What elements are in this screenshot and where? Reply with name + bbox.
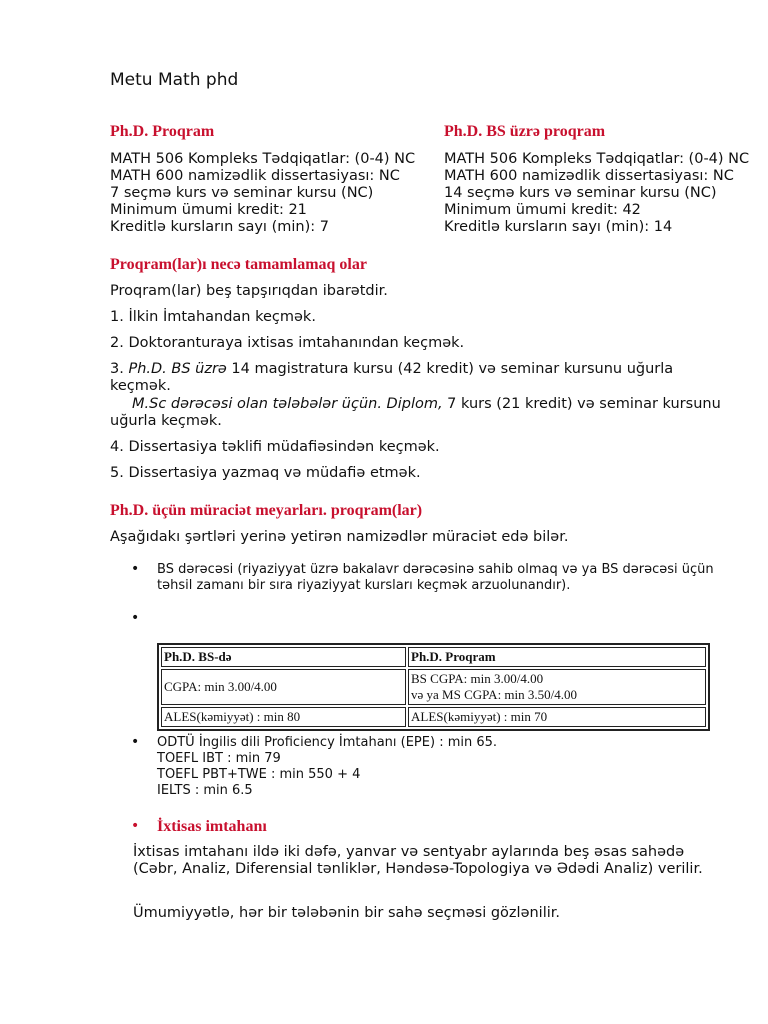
bs-program-line: Minimum ümumi kredit: 42: [444, 202, 641, 218]
table-cell-line: BS CGPA: min 3.00/4.00: [411, 671, 544, 686]
language-line: ODTÜ İngilis dili Proficiency İmtahanı (EPE) : min 65.: [157, 735, 498, 750]
step-3-alt-text: 7 kurs (21 kredit) və seminar kursunu uğurla keçmək.: [110, 396, 721, 429]
bs-program-details: [444, 151, 749, 236]
table-header-bs: Ph.D. BS-də: [161, 647, 406, 667]
language-line: TOEFL IBT : min 79: [157, 751, 281, 766]
bs-program-heading: Ph.D. BS üzrə proqram: [444, 123, 606, 140]
table-cell: ALES(kəmiyyət) : min 70: [408, 707, 706, 727]
completion-heading: Proqram(lar)ı necə tamamlamaq olar: [110, 256, 367, 273]
step-3-alt: [110, 396, 730, 430]
table-row: [161, 647, 706, 667]
exam-description: İxtisas imtahanı ildə iki dəfə, yanvar və sentyabr aylarında beş əsas sahədə (Cəbr, Analiz, Diferensial tənliklər, Həndəsə-Topologiya və Ədədi Analiz) verilir.: [133, 844, 703, 877]
bullet-dot: •: [131, 610, 140, 626]
step-3-italic: Ph.D. BS üzrə: [128, 361, 227, 377]
bs-program-line: MATH 506 Kompleks Tədqiqatlar: (0-4) NC: [444, 151, 750, 167]
step-5: 5. Dissertasiya yazmaq və müdafiə etmək.: [110, 465, 421, 481]
bullet-dot: •: [131, 561, 140, 577]
step-1: 1. İlkin İmtahandan keçmək.: [110, 309, 316, 325]
table-header-program: Ph.D. Proqram: [408, 647, 706, 667]
bs-program-line: MATH 600 namizədlik dissertasiyası: NC: [444, 168, 734, 184]
table-cell: CGPA: min 3.00/4.00: [161, 669, 406, 705]
program-line: Kreditlə kursların sayı (min): 7: [110, 219, 329, 235]
language-line: TOEFL PBT+TWE : min 550 + 4: [157, 767, 361, 782]
language-line: IELTS : min 6.5: [157, 783, 253, 798]
table-cell-line: və ya MS CGPA: min 3.50/4.00: [411, 687, 578, 702]
table-cell: [408, 669, 706, 705]
program-line: MATH 600 namizədlik dissertasiyası: NC: [110, 168, 400, 184]
bs-program-line: 14 seçmə kurs və seminar kursu (NC): [444, 185, 717, 201]
step-3: [110, 361, 730, 395]
completion-intro: Proqram(lar) beş tapşırıqdan ibarətdir.: [110, 283, 388, 299]
program-line: Minimum ümumi kredit: 21: [110, 202, 307, 218]
step-2: 2. Doktoranturaya ixtisas imtahanından keçmək.: [110, 335, 465, 351]
bs-program-line: Kreditlə kursların sayı (min): 14: [444, 219, 673, 235]
program-line: 7 seçmə kurs və seminar kursu (NC): [110, 185, 374, 201]
bullet-dot: •: [131, 734, 140, 750]
table-row: [161, 707, 706, 727]
step-3-alt-italic: M.Sc dərəcəsi olan tələbələr üçün. Diplom,: [132, 396, 443, 412]
program-heading: Ph.D. Proqram: [110, 123, 215, 140]
step-3-text: 14 magistratura kursu (42 kredit) və seminar kursunu uğurla keçmək.: [110, 361, 674, 394]
language-requirements: [157, 735, 497, 799]
bullet-dot: •: [131, 818, 140, 834]
criteria-heading: Ph.D. üçün müraciət meyarları. proqram(lar): [110, 502, 423, 519]
table-row: [161, 669, 706, 705]
criteria-bs-degree: BS dərəcəsi (riyaziyyat üzrə bakalavr dərəcəsinə sahib olmaq və ya BS dərəcəsi üçün təhsil zamanı bir sıra riyaziyyat kursları keçmək arzuolunandır).: [157, 562, 714, 593]
requirements-table: [157, 643, 710, 731]
step-3-number: 3.: [110, 361, 129, 377]
program-line: MATH 506 Kompleks Tədqiqatlar: (0-4) NC: [110, 151, 416, 167]
exam-heading: İxtisas imtahanı: [157, 818, 267, 835]
table-cell: ALES(kəmiyyət) : min 80: [161, 707, 406, 727]
step-4: 4. Dissertasiya təklifi müdafiəsindən keçmək.: [110, 439, 440, 455]
program-details: [110, 151, 415, 236]
document-title: Metu Math phd: [110, 70, 239, 90]
criteria-intro: Aşağıdakı şərtləri yerinə yetirən namizədlər müraciət edə bilər.: [110, 529, 569, 545]
exam-expectation: Ümumiyyətlə, hər bir tələbənin bir sahə seçməsi gözlənilir.: [133, 905, 560, 921]
